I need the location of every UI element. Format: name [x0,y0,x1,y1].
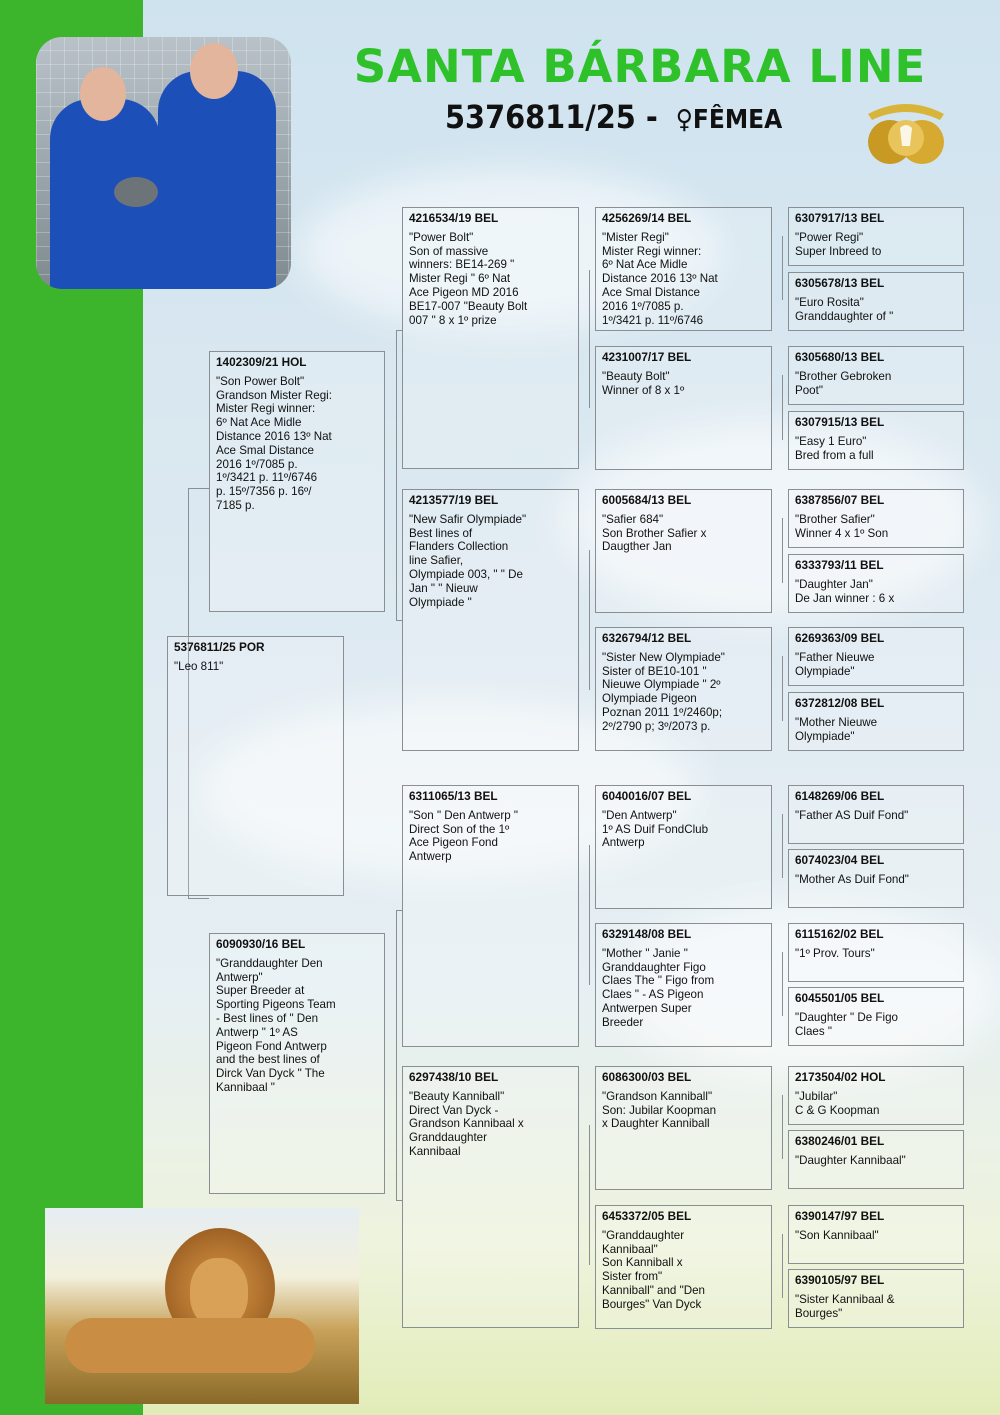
pigeon-description: "Leo 811" [174,659,224,673]
pedigree-box [788,785,964,844]
connector-line [782,1095,783,1159]
ring-subtitle [445,98,782,136]
connector-line [589,550,590,690]
ring-number: 6390147/97 BEL [795,1209,885,1223]
pigeon-description: "Brother Safier" Winner 4 x 1º Son [795,512,889,540]
pedigree-box [788,207,964,266]
page-title: SANTA BÁRBARA LINE [353,40,927,93]
ring-number: 6380246/01 BEL [795,1134,885,1148]
ring-number: 5376811/25 - [445,98,658,136]
pigeon-description: "Son Power Bolt" Grandson Mister Regi: Mister Regi winner: 6º Nat Ace Midle Distance 2016 13º Nat Ace Smal Distance 2016 1º/7085 p. 1º/3421 p. 11º/6746 p. 15º/7356 p. 16º/ 7185 p. [216,374,332,512]
pigeon-description: "New Safir Olympiade" Best lines of Flanders Collection line Safier, Olympiade 003, " " De Jan " " Nieuw Olympiade " [409,512,527,609]
ring-number: 6090930/16 BEL [216,937,306,951]
pigeon-description: "Power Regi" Super Inbreed to [795,230,882,258]
pigeon-description: "Power Bolt" Son of massive winners: BE14-269 " Mister Regi " 6º Nat Ace Pigeon MD 2016 BE17-007 "Beauty Bolt 007 " 8 x 1º prize [409,230,528,327]
pedigree-box [209,933,385,1194]
pedigree-box [402,489,579,751]
ring-number: 6453372/05 BEL [602,1209,692,1223]
pedigree-box [788,627,964,686]
ring-number: 6311065/13 BEL [409,789,498,803]
pigeon-description: "Grandson Kanniball" Son: Jubilar Koopman x Daughter Kanniball [602,1089,717,1131]
pedigree-box [402,207,579,469]
connector-line [782,518,783,583]
pigeon-description: "Son " Den Antwerp " Direct Son of the 1º Ace Pigeon Fond Antwerp [409,808,519,864]
ring-number: 6305678/13 BEL [795,276,885,290]
pedigree-box-subject [167,636,344,896]
pedigree-box [209,351,385,612]
ring-number: 6326794/12 BEL [602,631,692,645]
pedigree-box [788,849,964,908]
breeders-photo [36,37,291,289]
ring-number: 4256269/14 BEL [602,211,692,225]
pedigree-box [595,207,772,331]
pigeon-description: "Father AS Duif Fond" [795,808,909,822]
pigeon-description: "Father Nieuwe Olympiade" [795,650,875,678]
pigeon-description: "Sister Kannibaal & Bourges" [795,1292,895,1320]
pigeon-description: "1º Prov. Tours" [795,946,875,960]
ring-number: 6297438/10 BEL [409,1070,499,1084]
ring-number: 6390105/97 BEL [795,1273,885,1287]
pedigree-box [788,272,964,331]
connector-line [782,1234,783,1298]
pedigree-box [788,1269,964,1328]
ring-number: 1402309/21 HOL [216,355,307,369]
pigeon-description: "Beauty Kanniball" Direct Van Dyck - Grandson Kannibaal x Granddaughter Kannibaal [409,1089,524,1158]
connector-line [782,814,783,878]
pigeon-description: "Beauty Bolt" Winner of 8 x 1º [602,369,685,397]
pigeon-description: "Mother As Duif Fond" [795,872,909,886]
ring-number: 5376811/25 POR [174,640,265,654]
pigeon-description: "Mother Nieuwe Olympiade" [795,715,878,743]
pedigree-box [788,489,964,548]
pedigree-box [595,923,772,1047]
pigeon-description: "Mother " Janie " Granddaughter Figo Claes The " Figo from Claes " - AS Pigeon Antwerpen Super Breeder [602,946,715,1029]
connector-line [396,910,397,1200]
pedigree-box [595,489,772,613]
pigeon-description: "Den Antwerp" 1º AS Duif FondClub Antwerp [602,808,709,850]
connector-line [782,236,783,300]
ring-number: 6387856/07 BEL [795,493,885,507]
pedigree-box [595,1205,772,1329]
pigeon-description: "Mister Regi" Mister Regi winner: 6º Nat Ace Midle Distance 2016 13º Nat Ace Smal Distance 2016 1º/7085 p. 1º/3421 p. 11º/6746 [602,230,718,327]
connector-line [188,488,209,489]
ring-number: 6372812/08 BEL [795,696,885,710]
pedigree-box [788,1130,964,1189]
pigeon [114,177,158,207]
connector-line [782,656,783,721]
pedigree-box [788,554,964,613]
ring-number: 4216534/19 BEL [409,211,499,225]
pigeon-description: "Granddaughter Den Antwerp" Super Breeder at Sporting Pigeons Team - Best lines of " Den Antwerp " 1º AS Pigeon Fond Antwerp and the best lines of Dirck Van Dyck " The Kannibaal " [216,956,336,1094]
ring-number: 6074023/04 BEL [795,853,885,867]
ring-number: 6305680/13 BEL [795,350,885,364]
ring-number: 4231007/17 BEL [602,350,692,364]
pedigree-box [595,1066,772,1190]
pigeon-description: "Granddaughter Kannibaal" Son Kanniball x Sister from" Kanniball" and "Den Bourges" Van Dyck [602,1228,705,1311]
ring-number: 6040016/07 BEL [602,789,692,803]
pedigree-box [788,923,964,982]
connector-line [782,375,783,440]
pigeon-description: "Daughter " De Figo Claes " [795,1010,898,1038]
pedigree-box [788,692,964,751]
sex-label: ♀FÊMEA [675,105,783,135]
club-logo [860,96,952,168]
pedigree-box [402,785,579,1047]
pigeon-description: "Jubilar" C & G Koopman [795,1089,880,1117]
pigeon-description: "Euro Rosita" Granddaughter of " [795,295,894,323]
ring-number: 6269363/09 BEL [795,631,885,645]
ring-number: 4213577/19 BEL [409,493,499,507]
ring-number: 6115162/02 BEL [795,927,884,941]
ring-number: 6307915/13 BEL [795,415,885,429]
pigeon-description: "Daughter Kannibaal" [795,1153,906,1167]
ring-number: 2173504/02 HOL [795,1070,886,1084]
pigeon-description: "Sister New Olympiade" Sister of BE10-101 " Nieuwe Olympiade " 2º Olympiade Pigeon Poznan 2011 1º/2460p; 2º/2790 p; 3º/2073 p. [602,650,725,733]
pigeon-description: "Brother Gebroken Poot" [795,369,892,397]
pigeon-description: "Safier 684" Son Brother Safier x Daugther Jan [602,512,707,554]
connector-line [188,898,209,899]
pedigree-box [402,1066,579,1328]
connector-line [589,845,590,985]
pedigree-box [788,346,964,405]
ring-number: 6329148/08 BEL [602,927,692,941]
ring-number: 6086300/03 BEL [602,1070,692,1084]
connector-line [396,330,397,620]
pedigree-box [595,627,772,751]
connector-line [782,952,783,1016]
ring-number: 6307917/13 BEL [795,211,885,225]
pedigree-box [595,785,772,909]
pedigree-box [788,1205,964,1264]
pigeon-description: "Daughter Jan" De Jan winner : 6 x [795,577,895,605]
ring-number: 6333793/11 BEL [795,558,884,572]
ring-number: 6005684/13 BEL [602,493,692,507]
lion-image [45,1208,359,1404]
ring-number: 6148269/06 BEL [795,789,885,803]
pigeon-description: "Son Kannibaal" [795,1228,879,1242]
pedigree-box [595,346,772,470]
ring-number: 6045501/05 BEL [795,991,885,1005]
pedigree-box [788,987,964,1046]
pigeon-description: "Easy 1 Euro" Bred from a full [795,434,874,462]
connector-line [589,270,590,408]
pedigree-box [788,411,964,470]
pedigree-box [788,1066,964,1125]
connector-line [589,1125,590,1265]
